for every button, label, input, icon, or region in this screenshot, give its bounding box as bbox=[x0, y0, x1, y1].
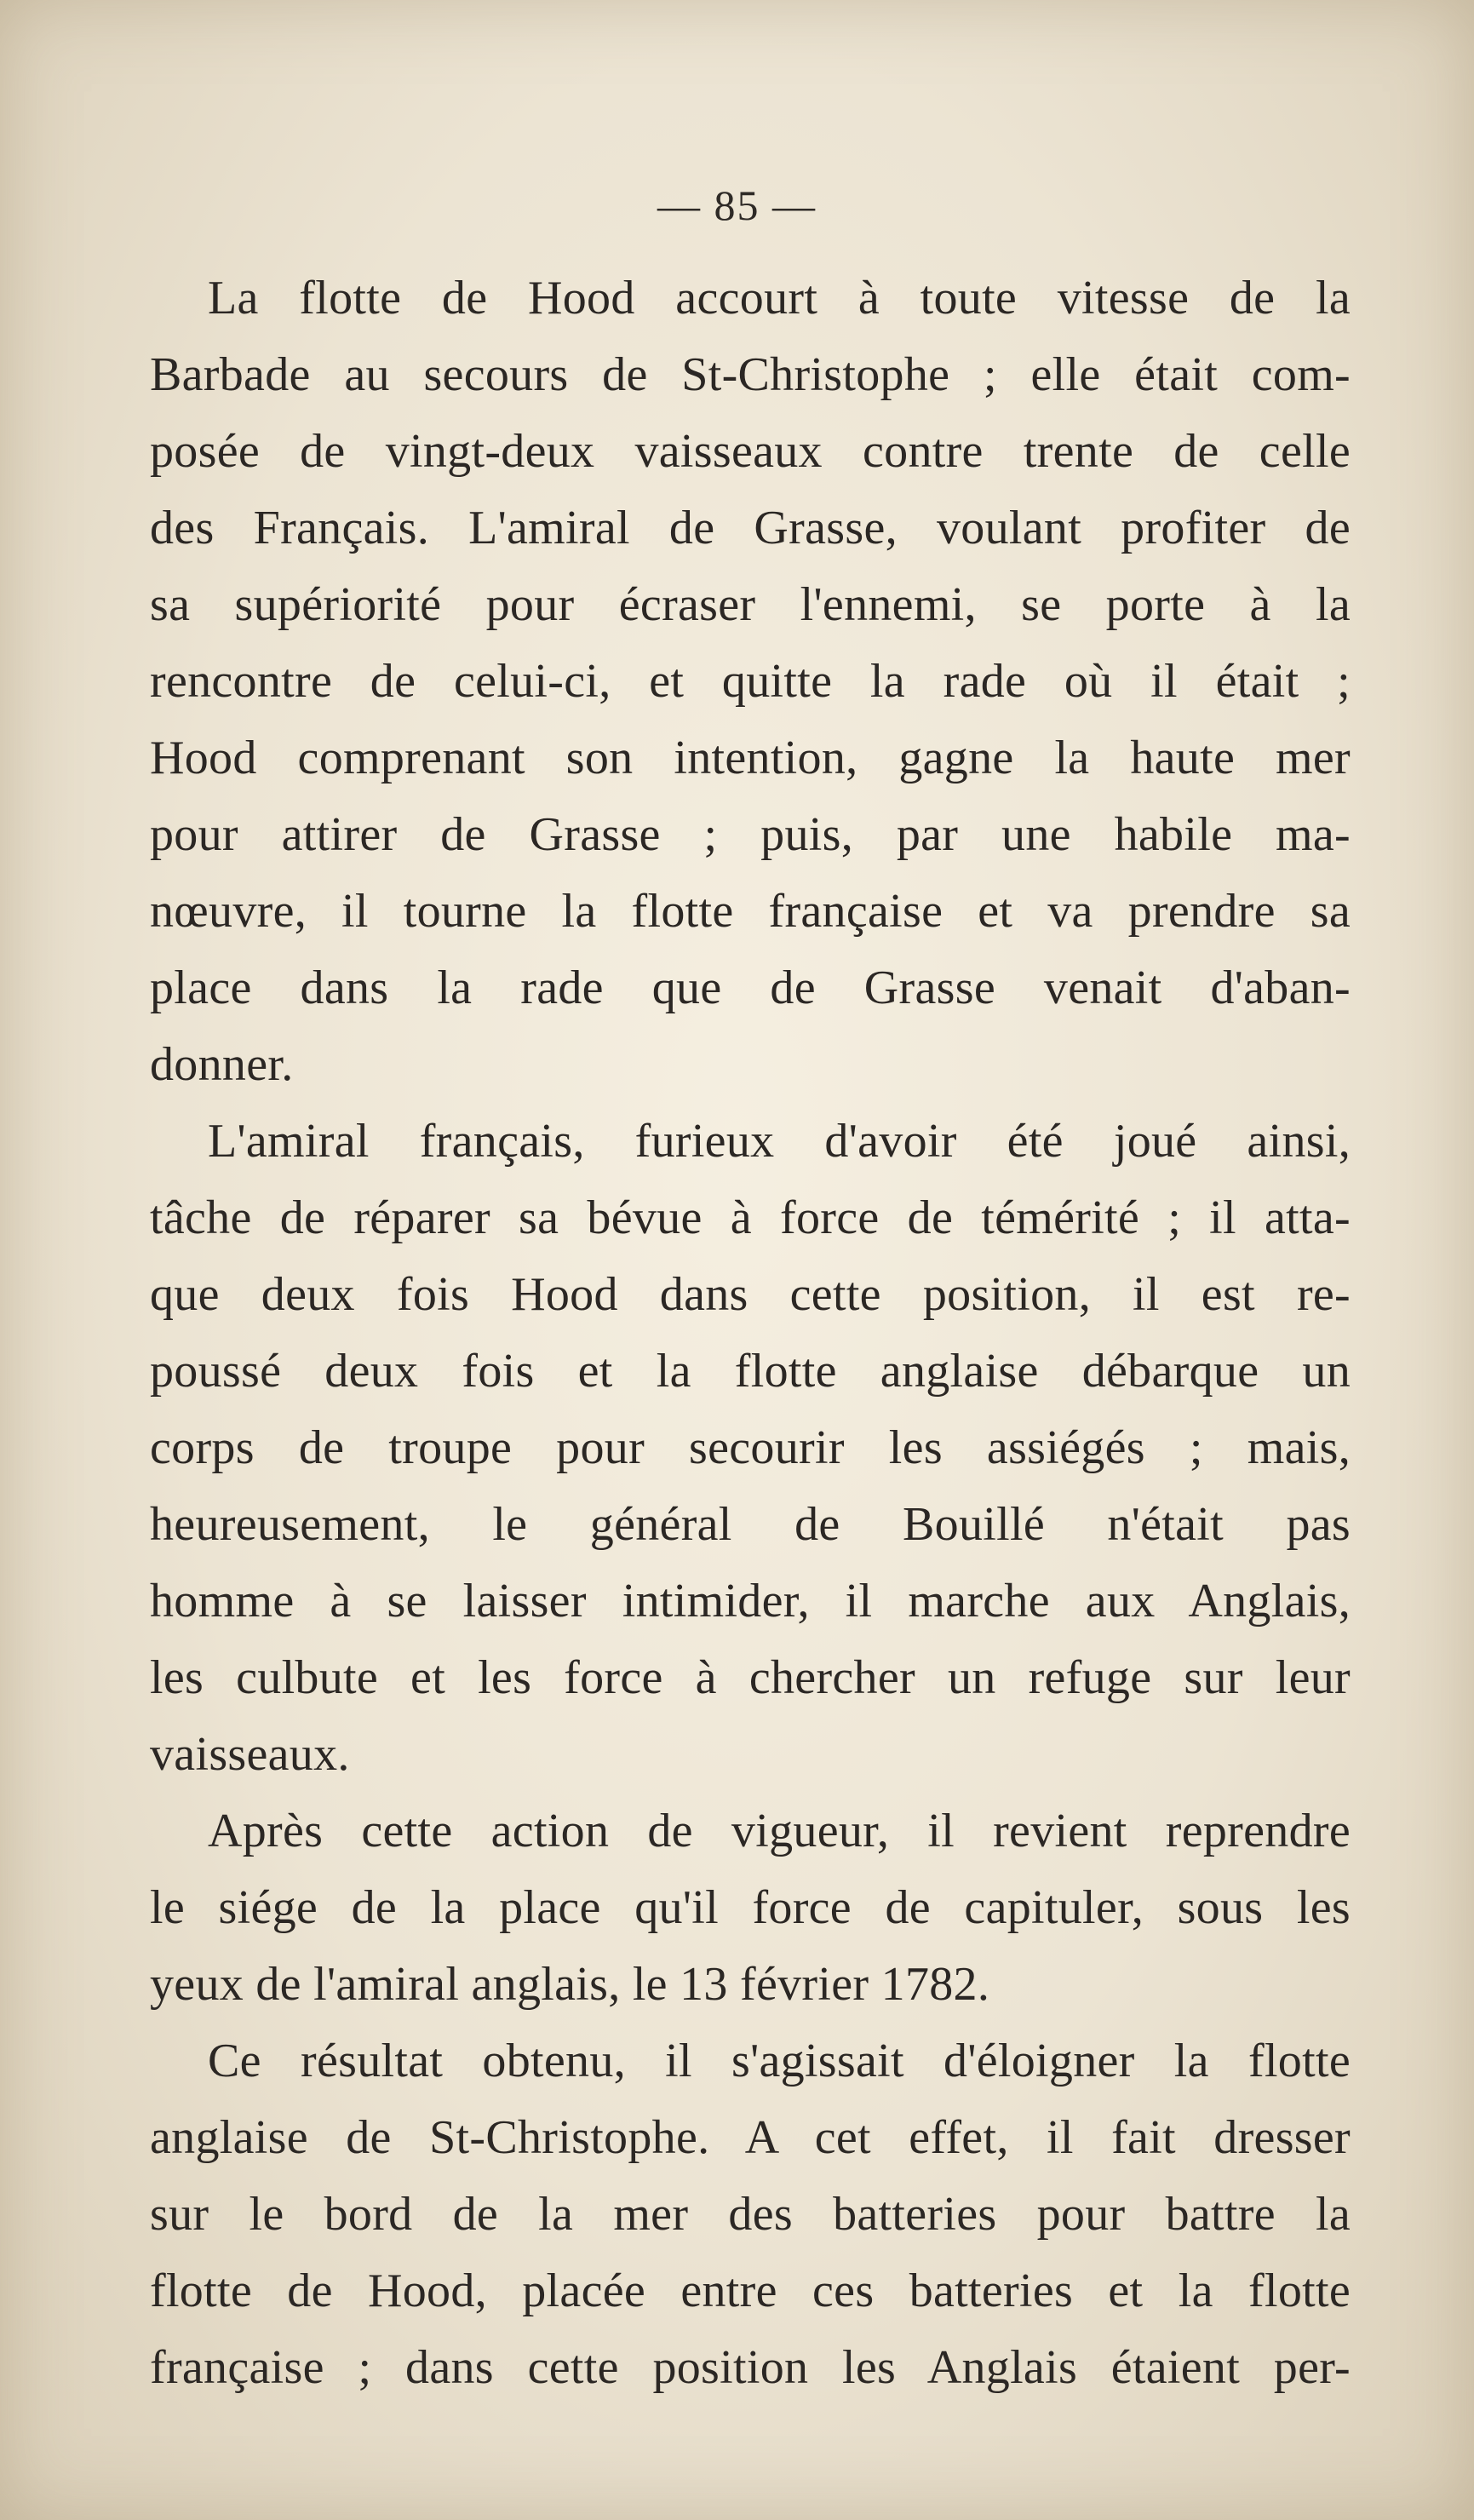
text-line: anglaise de St-Christophe. A cet effet, il fait dresser bbox=[150, 2111, 1351, 2164]
text-line: rencontre de celui-ci, et quitte la rade où il était ; bbox=[150, 655, 1351, 708]
text-line: Barbade au secours de St-Christophe ; elle était com- bbox=[150, 348, 1351, 401]
text-line: les culbute et les force à chercher un refuge sur leur bbox=[150, 1651, 1351, 1704]
text-line: Après cette action de vigueur, il revient reprendre bbox=[208, 1805, 1351, 1857]
text-line: le siége de la place qu'il force de capituler, sous les bbox=[150, 1881, 1351, 1934]
text-line: La flotte de Hood accourt à toute vitesse de la bbox=[208, 272, 1351, 324]
text-line: poussé deux fois et la flotte anglaise débarque un bbox=[150, 1345, 1351, 1398]
page-number: — 85 — bbox=[657, 181, 817, 229]
text-line: yeux de l'amiral anglais, le 13 février 1782. bbox=[150, 1958, 990, 2011]
text-line: vaisseaux. bbox=[150, 1728, 350, 1781]
text-line: homme à se laisser intimider, il marche aux Anglais, bbox=[150, 1575, 1351, 1627]
text-line: nœuvre, il tourne la flotte française et va prendre sa bbox=[150, 885, 1351, 938]
text-line: sa supériorité pour écraser l'ennemi, se porte à la bbox=[150, 578, 1351, 631]
text-line: place dans la rade que de Grasse venait d'aban- bbox=[150, 962, 1351, 1014]
text-line: corps de troupe pour secourir les assiégés ; mais, bbox=[150, 1421, 1351, 1474]
text-line: française ; dans cette position les Anglais étaient per- bbox=[150, 2341, 1351, 2394]
text-line: tâche de réparer sa bévue à force de témérité ; il atta- bbox=[150, 1191, 1351, 1244]
text-line: donner. bbox=[150, 1038, 294, 1091]
text-line: Hood comprenant son intention, gagne la haute mer bbox=[150, 732, 1351, 784]
text-line: que deux fois Hood dans cette position, il est re- bbox=[150, 1268, 1351, 1321]
text-line: Ce résultat obtenu, il s'agissait d'éloigner la flotte bbox=[208, 2035, 1351, 2087]
text-line: L'amiral français, furieux d'avoir été joué ainsi, bbox=[208, 1115, 1351, 1168]
text-line: flotte de Hood, placée entre ces batteries et la flotte bbox=[150, 2265, 1351, 2317]
body-text bbox=[150, 260, 1351, 2406]
text-line: des Français. L'amiral de Grasse, voulant profiter de bbox=[150, 502, 1351, 554]
text-line: posée de vingt-deux vaisseaux contre trente de celle bbox=[150, 425, 1351, 478]
text-line: sur le bord de la mer des batteries pour battre la bbox=[150, 2188, 1351, 2241]
text-line: pour attirer de Grasse ; puis, par une habile ma- bbox=[150, 808, 1351, 861]
text-line: heureusement, le général de Bouillé n'était pas bbox=[150, 1498, 1351, 1551]
